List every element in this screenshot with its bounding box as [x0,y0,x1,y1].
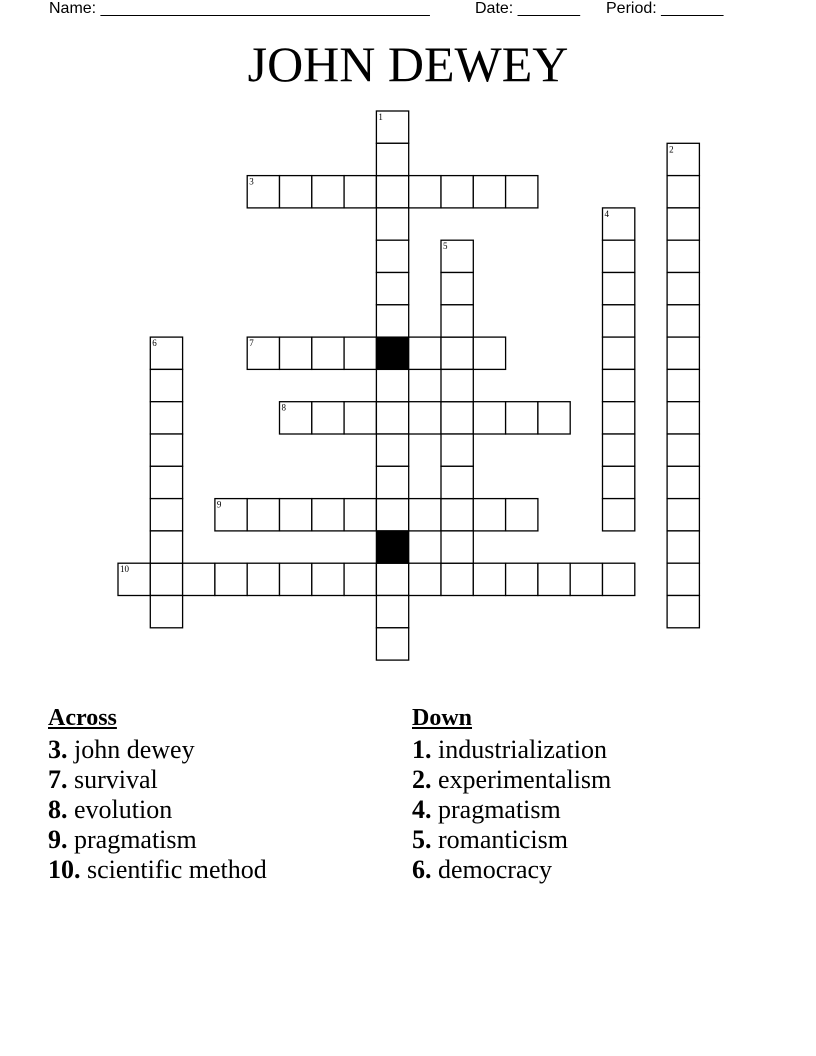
answer-cell[interactable] [344,337,376,369]
answer-cell[interactable] [441,531,473,563]
answer-cell[interactable] [441,499,473,531]
name-field-label[interactable]: Name: _____________________________________ [49,0,430,17]
answer-cell[interactable] [344,402,376,434]
answer-cell[interactable] [376,208,408,240]
answer-cell[interactable] [667,499,699,531]
answer-cell[interactable] [603,337,635,369]
down-clues [412,703,611,885]
answer-cell[interactable] [473,337,505,369]
across-clue: 10. scientific method [48,855,267,884]
answer-cell[interactable] [603,466,635,498]
answer-cell[interactable] [603,434,635,466]
down-clue: 2. experimentalism [412,765,612,794]
answer-cell[interactable] [312,499,344,531]
clue-number-label: 7 [249,338,254,349]
across-clue: 8. evolution [48,795,173,824]
answer-cell[interactable] [603,240,635,272]
clue-number-label: 2 [669,144,674,155]
answer-cell[interactable] [376,305,408,337]
answer-cell[interactable] [667,337,699,369]
answer-cell[interactable] [473,563,505,595]
answer-cell[interactable] [409,337,441,369]
answer-cell[interactable] [344,563,376,595]
answer-cell[interactable] [312,337,344,369]
answer-cell[interactable] [150,596,182,628]
answer-cell[interactable] [409,499,441,531]
down-clue: 5. romanticism [412,825,568,854]
answer-cell[interactable] [312,402,344,434]
answer-cell[interactable] [150,563,182,595]
puzzle-title: JOHN DEWEY [247,36,569,92]
answer-cell[interactable] [247,563,279,595]
answer-cell[interactable] [473,176,505,208]
answer-cell[interactable] [376,369,408,401]
answer-cell[interactable] [603,305,635,337]
across-clue: 9. pragmatism [48,825,197,854]
answer-cell[interactable] [667,466,699,498]
clue-number-label: 6 [152,338,157,349]
clue-number-label: 1 [378,112,383,122]
answer-cell[interactable] [570,563,602,595]
across-clue: 3. john dewey [48,735,195,764]
answer-cell[interactable] [603,402,635,434]
answer-cell[interactable] [409,563,441,595]
date-field-label[interactable]: Date: _______ [475,0,580,17]
clue-number-label: 4 [604,208,609,219]
answer-cell[interactable] [150,369,182,401]
clue-number-label: 9 [216,499,222,510]
answer-cell[interactable] [280,337,312,369]
answer-cell[interactable] [603,369,635,401]
answer-cell[interactable] [280,563,312,595]
answer-cell[interactable] [506,563,538,595]
answer-cell[interactable] [473,499,505,531]
answer-cell[interactable] [506,499,538,531]
answer-cell[interactable] [150,466,182,498]
answer-cell[interactable] [441,369,473,401]
answer-cell[interactable] [603,273,635,305]
answer-cell[interactable] [376,273,408,305]
answer-cell[interactable] [441,402,473,434]
answer-cell[interactable] [441,176,473,208]
answer-cell[interactable] [376,402,408,434]
answer-cell[interactable] [538,402,570,434]
answer-cell[interactable] [344,176,376,208]
answer-cell[interactable] [376,143,408,175]
answer-cell[interactable] [603,563,635,595]
answer-cell[interactable] [409,402,441,434]
blocked-cell [376,531,408,563]
clue-number-label: 5 [443,241,448,252]
answer-cell[interactable] [150,402,182,434]
clue-number-label: 3 [249,176,254,187]
answer-cell[interactable] [667,176,699,208]
answer-cell[interactable] [667,531,699,563]
down-heading: Down [412,705,473,731]
answer-cell[interactable] [376,466,408,498]
answer-cell[interactable] [280,499,312,531]
answer-cell[interactable] [538,563,570,595]
answer-cell[interactable] [150,434,182,466]
answer-cell[interactable] [183,563,215,595]
period-field-label[interactable]: Period: _______ [606,0,724,17]
answer-cell[interactable] [667,208,699,240]
answer-cell[interactable] [280,176,312,208]
answer-cell[interactable] [441,337,473,369]
answer-cell[interactable] [215,563,247,595]
blocked-cell [376,337,408,369]
answer-cell[interactable] [376,176,408,208]
answer-cell[interactable] [344,499,376,531]
answer-cell[interactable] [667,369,699,401]
across-clues [48,703,267,885]
down-clue: 4. pragmatism [412,795,561,824]
answer-cell[interactable] [409,176,441,208]
answer-cell[interactable] [667,434,699,466]
across-clue: 7. survival [48,765,158,794]
answer-cell[interactable] [506,402,538,434]
answer-cell[interactable] [150,531,182,563]
answer-cell[interactable] [376,434,408,466]
answer-cell[interactable] [667,563,699,595]
answer-cell[interactable] [441,563,473,595]
answer-cell[interactable] [441,305,473,337]
clue-number-label: 8 [281,402,286,413]
answer-cell[interactable] [441,273,473,305]
across-heading: Across [48,705,117,731]
answer-cell[interactable] [506,176,538,208]
answer-cell[interactable] [667,240,699,272]
answer-cell[interactable] [667,596,699,628]
down-clue: 6. democracy [412,855,553,884]
answer-cell[interactable] [667,402,699,434]
answer-cell[interactable] [247,499,279,531]
answer-cell[interactable] [376,596,408,628]
answer-cell[interactable] [376,628,408,660]
answer-cell[interactable] [441,434,473,466]
answer-cell[interactable] [667,305,699,337]
answer-cell[interactable] [441,466,473,498]
answer-cell[interactable] [603,499,635,531]
answer-cell[interactable] [473,402,505,434]
clue-number-label: 10 [120,564,129,575]
answer-cell[interactable] [312,563,344,595]
answer-cell[interactable] [150,499,182,531]
answer-cell[interactable] [376,240,408,272]
down-clue: 1. industrialization [412,735,607,764]
answer-cell[interactable] [312,176,344,208]
answer-cell[interactable] [376,563,408,595]
answer-cell[interactable] [667,273,699,305]
answer-cell[interactable] [376,499,408,531]
